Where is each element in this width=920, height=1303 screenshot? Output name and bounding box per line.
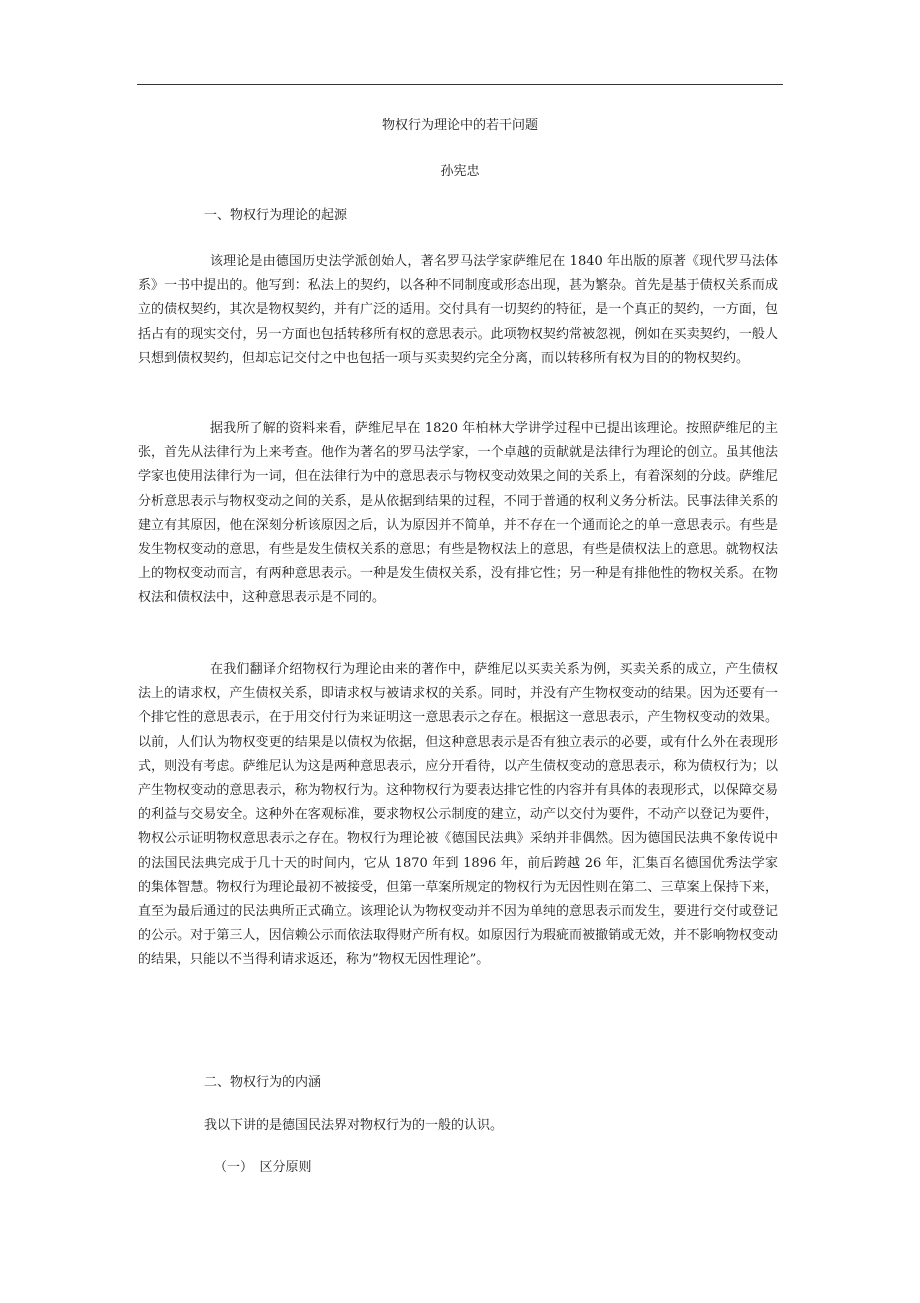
header-rule (137, 84, 783, 85)
subsection-heading-distinction: （一） 区分原则 (214, 1160, 312, 1175)
paragraph-origin-3: 在我们翻译介绍物权行为理论由来的著作中，萨维尼以买卖关系为例，买卖关系的成立，产生债权法上的请求权，产生债权关系，即请求权与被请求权的关系。同时，并没有产生物权变动的结果。因为还要有一个排它性的意思表示，在于用交付行为来证明这一意思表示之存在。根据这一意思表示，产生物权变动的效果。以前，人们认为物权变更的结果是以债权为依据，但这种意思表示是否有独立表示的必要，或有什么外在表现形式，则没有考虑。萨维尼认为这是两种意思表示，应分开看待，以产生债权变动的意思表示，称为债权行为；以产生物权变动的意思表示，称为物权行为。这种物权行为要表达排它性的内容并有具体的表现形式，以保障交易的利益与交易安全。这种外在客观标准，要求物权公示制度的建立，动产以交付为要件，不动产以登记为要件，物权公示证明物权意思表示之存在。物权行为理论被《德国民法典》采纳并非偶然。因为德国民法典不象传说中的法国民法典完成于几十天的时间内，它从 1870 年到 1896 年，前后跨越 26 年，汇集百名德国优秀法学家的集体智慧。物权行为理论最初不被接受，但第一草案所规定的物权行为无因性则在第二、三草案上保持下来，直至为最后通过的民法典所正式确立。该理论认为物权变动并不因为单纯的意思表示而发生，要进行交付或登记的公示。对于第三人，因信赖公示而依法取得财产所有权。如原因行为瑕疵而被撤销或无效，并不影响物权变动的结果，只能以不当得利请求返还，称为”物权无因性理论”。 (138, 662, 778, 968)
section-heading-connotation: 二、物权行为的内涵 (204, 1075, 322, 1090)
document-author: 孙宪忠 (440, 164, 480, 179)
section-heading-origin: 一、物权行为理论的起源 (204, 208, 348, 223)
paragraph-origin-1: 该理论是由德国历史法学派创始人，著名罗马法学家萨维尼在 1840 年出版的原著《现代罗马法体系》一书中提出的。他写到：私法上的契约，以各种不同制度或形态出现，甚为繁杂。首先是基于债权关系而成立的债权契约，其次是物权契约，并有广泛的适用。交付具有一切契约的特征，是一个真正的契约，一方面，包括占有的现实交付，另一方面也包括转移所有权的意思表示。此项物权契约常被忽视，例如在买卖契约，一般人只想到债权契约，但却忘记交付之中也包括一项与买卖契约完全分离，而以转移所有权为目的的物权契约。 (138, 254, 778, 366)
document-title: 物权行为理论中的若干问题 (381, 118, 538, 133)
paragraph-connotation-1: 我以下讲的是德国民法界对物权行为的一般的认识。 (204, 1118, 504, 1133)
paragraph-origin-2: 据我所了解的资料来看，萨维尼早在 1820 年柏林大学讲学过程中已提出该理论。按照萨维尼的主张，首先从法律行为上来考查。他作为著名的罗马法学家，一个卓越的贡献就是法律行为理论的创立。虽其他法学家也使用法律行为一词，但在法律行为中的意思表示与物权变动效果之间的关系上，有着深刻的分歧。萨维尼分析意思表示与物权变动之间的关系，是从依据到结果的过程，不同于普通的权利义务分析法。民事法律关系的建立有其原因，他在深刻分析该原因之后，认为原因并不简单，并不存在一个通而论之的单一意思表示。有些是发生物权变动的意思，有些是发生债权关系的意思；有些是物权法上的意思，有些是债权法上的意思。就物权法上的物权变动而言，有两种意思表示。一种是发生债权关系，没有排它性；另一种是有排他性的物权关系。在物权法和债权法中，这种意思表示是不同的。 (138, 421, 778, 606)
